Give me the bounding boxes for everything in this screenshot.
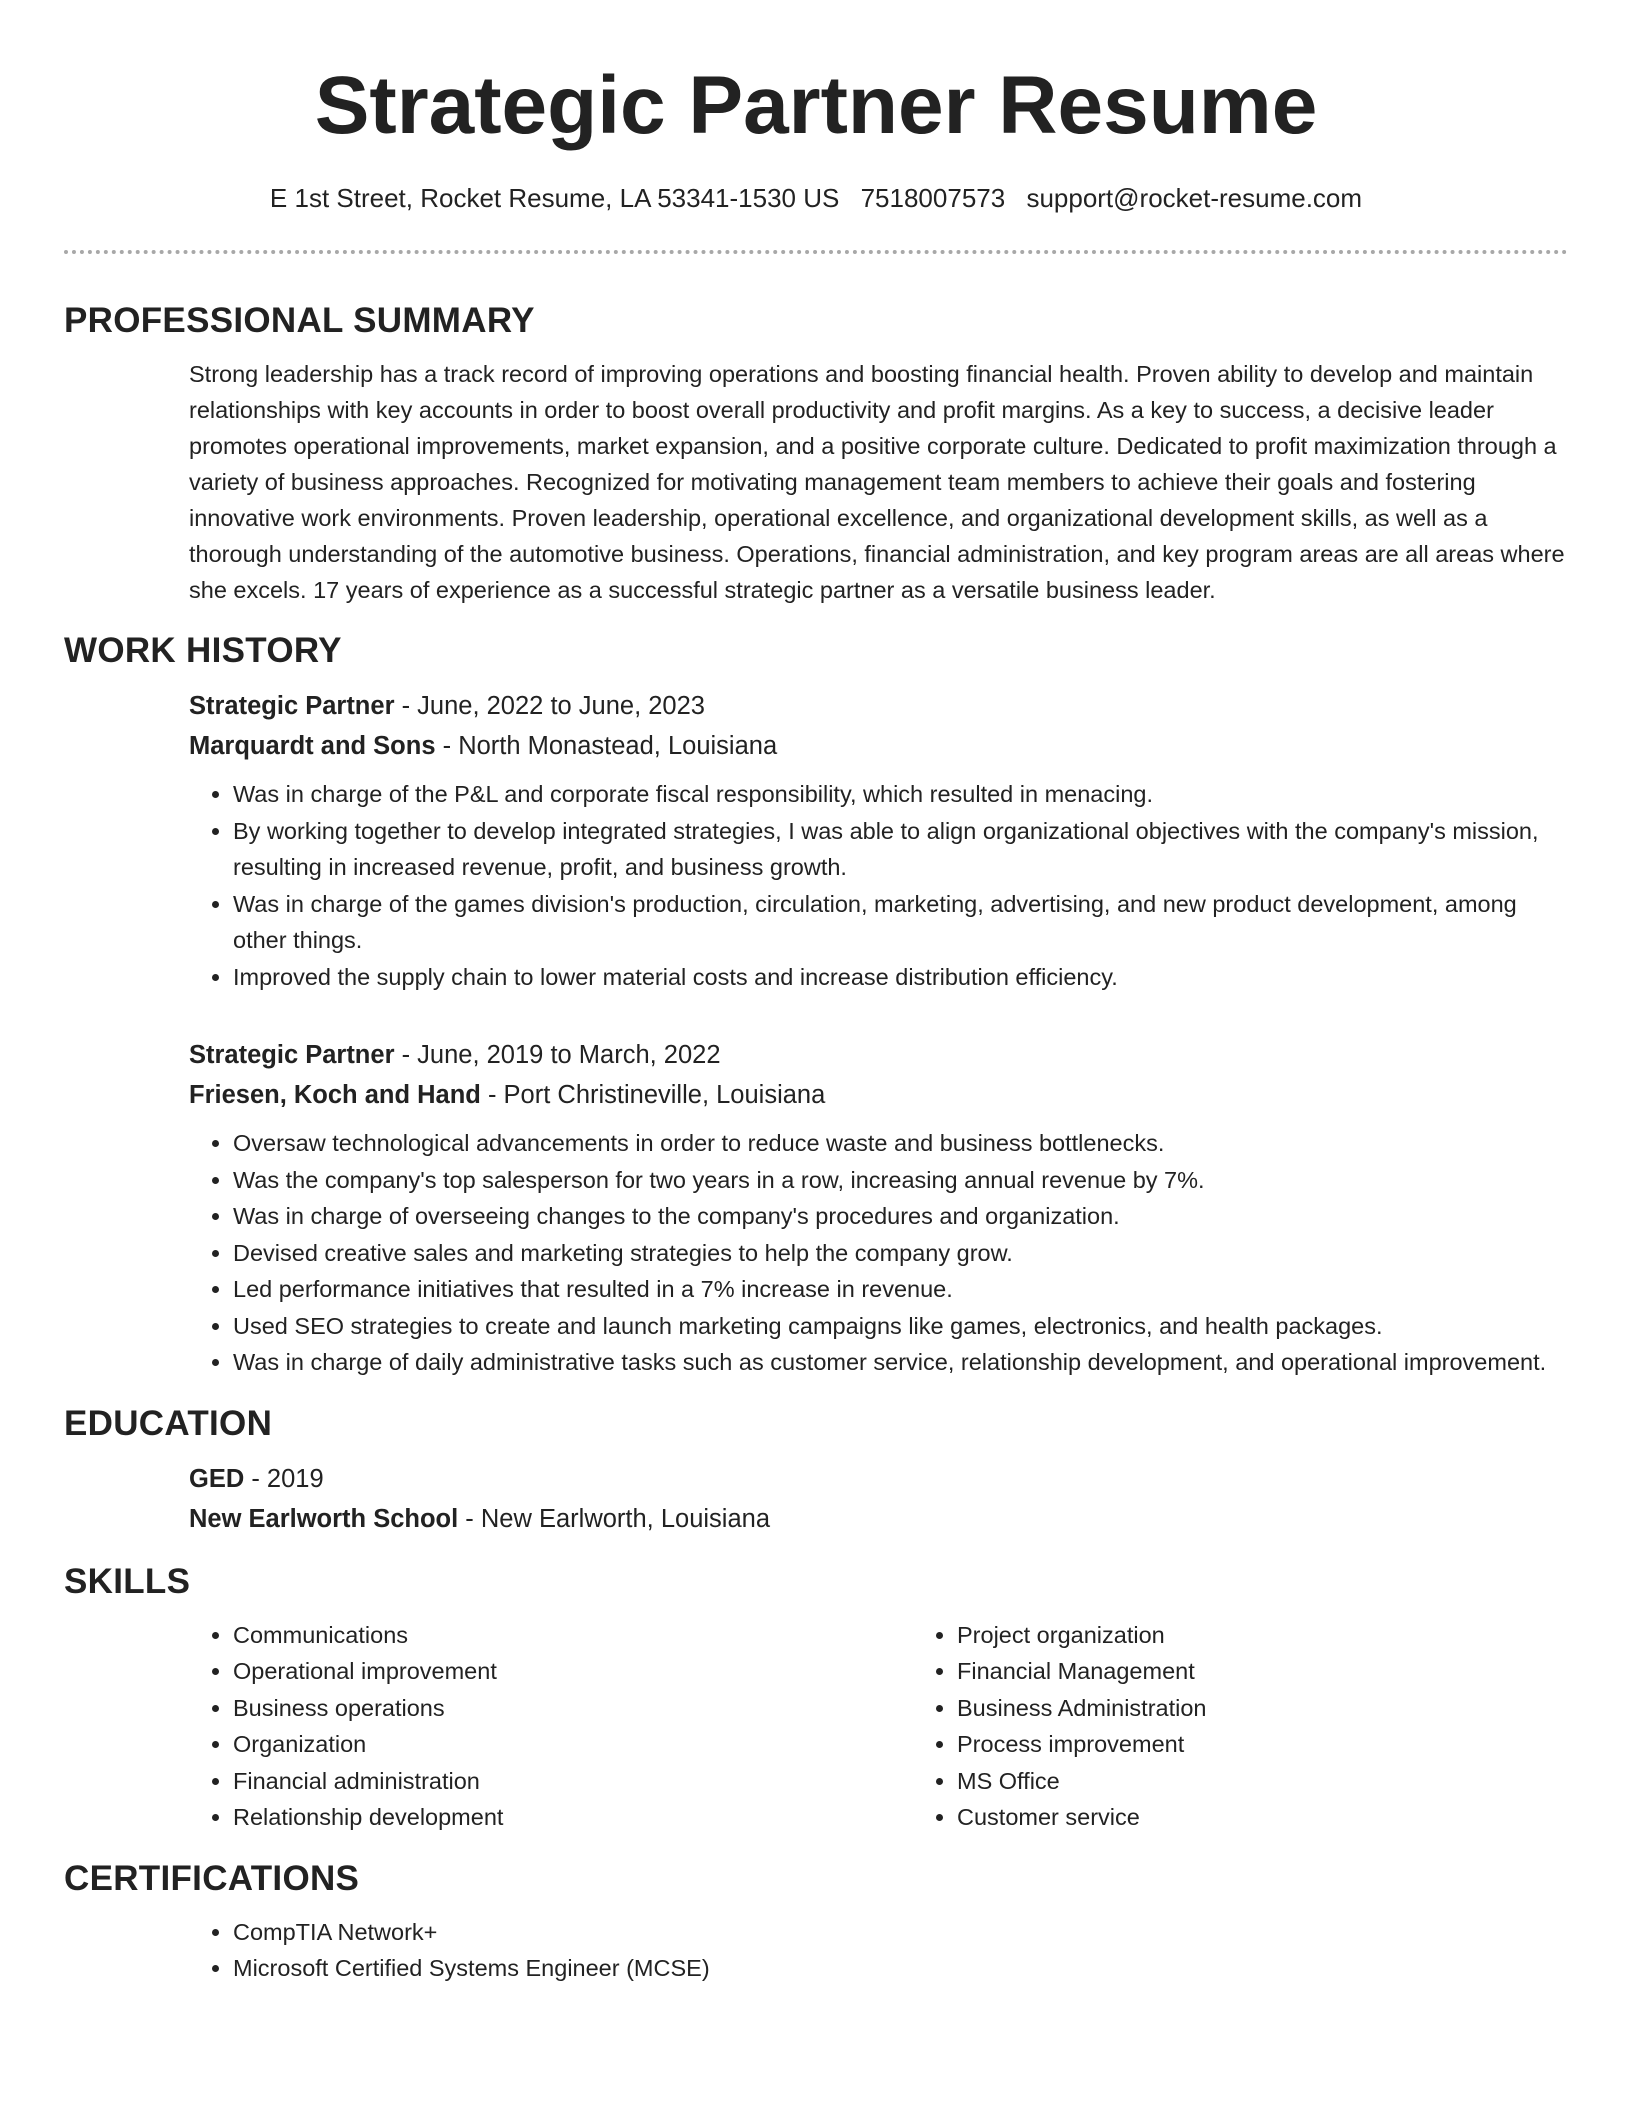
job-bullets	[189, 1125, 1568, 1381]
job-company-line	[189, 1075, 1568, 1115]
header-divider	[64, 250, 1568, 254]
list-item: • Was the company's top salesperson for two years in a row, increasing annual revenue by 7%.	[233, 1162, 1568, 1199]
certifications-section	[64, 1854, 1568, 1987]
list-item: • Microsoft Certified Systems Engineer (MCSE)	[233, 1950, 1568, 1987]
education-school: New Earlworth School	[189, 1504, 459, 1533]
list-item: • Used SEO strategies to create and launch marketing campaigns like games, electronics, and health packages.	[233, 1308, 1568, 1345]
summary-heading: PROFESSIONAL SUMMARY	[64, 301, 535, 340]
summary-text: Strong leadership has a track record of improving operations and boosting financial health. Proven ability to develop and maintain relationships with key accounts in order to boost overall productivity and profit margins. As a key to success, a decisive leader promotes operational improvements, market expansion, and a positive corporate culture. Dedicated to profit maximization through a variety of business approaches. Recognized for motivating management team members to achieve their goals and fostering innovative work environments. Proven leadership, operational excellence, and organizational development skills, as well as a thorough understanding of the automotive business. Operations, financial administration, and key program areas are all areas where she excels. 17 years of experience as a successful strategic partner as a versatile business leader.	[189, 361, 1565, 603]
education-heading: EDUCATION	[64, 1403, 273, 1443]
education-degree-line	[189, 1459, 1568, 1499]
job-entry	[189, 686, 1568, 995]
job-location: - North Monastead, Louisiana	[435, 732, 778, 760]
job-entry	[189, 1035, 1568, 1381]
certifications-heading: CERTIFICATIONS	[64, 1858, 360, 1898]
education-section	[64, 1399, 1568, 1539]
skills-columns	[189, 1617, 1568, 1836]
list-item: • Customer service	[957, 1799, 1632, 1836]
job-company-line	[189, 726, 1568, 766]
list-item: • Process improvement	[957, 1726, 1632, 1763]
list-item: • Oversaw technological advancements in order to reduce waste and business bottlenecks.	[233, 1125, 1568, 1162]
list-item: • Was in charge of the P&L and corporate fiscal responsibility, which resulted in menacing.	[233, 776, 1568, 813]
job-company: Friesen, Koch and Hand	[189, 1081, 481, 1109]
job-role: Strategic Partner	[189, 692, 395, 720]
list-item: • Communications	[233, 1617, 913, 1654]
education-school-line	[189, 1499, 1568, 1539]
job-dates: - June, 2019 to March, 2022	[394, 1041, 721, 1069]
phone: 7518007573	[860, 183, 1006, 213]
education-degree: GED	[189, 1464, 245, 1493]
work-heading: WORK HISTORY	[64, 631, 342, 670]
summary-section	[64, 296, 1568, 608]
job-role: Strategic Partner	[189, 1041, 395, 1069]
resume-content	[64, 296, 1568, 1987]
list-item: • Relationship development	[233, 1799, 913, 1836]
education-year: - 2019	[244, 1464, 324, 1493]
job-location: - Port Christineville, Louisiana	[480, 1081, 826, 1109]
skills-heading: SKILLS	[64, 1561, 191, 1601]
list-item: • Devised creative sales and marketing strategies to help the company grow.	[233, 1235, 1568, 1272]
job-company: Marquardt and Sons	[189, 732, 436, 760]
list-item: • CompTIA Network+	[233, 1914, 1568, 1951]
resume-title: Strategic Partner Resume	[314, 60, 1318, 151]
job-role-line	[189, 1035, 1568, 1075]
list-item: • MS Office	[957, 1763, 1632, 1800]
job-role-line	[189, 686, 1568, 726]
list-item: • Was in charge of daily administrative tasks such as customer service, relationship development, and operational improvement.	[233, 1344, 1568, 1381]
email: support@rocket-resume.com	[1026, 183, 1363, 213]
work-section	[64, 626, 1568, 1381]
list-item: • Financial Management	[957, 1653, 1632, 1690]
skills-left-list	[189, 1617, 913, 1836]
education-location: - New Earlworth, Louisiana	[458, 1504, 771, 1533]
job-bullets	[189, 776, 1568, 995]
job-dates: - June, 2022 to June, 2023	[394, 692, 705, 720]
list-item: • Organization	[233, 1726, 913, 1763]
list-item: • Improved the supply chain to lower material costs and increase distribution efficiency.	[233, 959, 1568, 996]
list-item: • Was in charge of overseeing changes to the company's procedures and organization.	[233, 1198, 1568, 1235]
address: E 1st Street, Rocket Resume, LA 53341-1530 US	[269, 183, 840, 213]
list-item: • Project organization	[957, 1617, 1632, 1654]
list-item: • Led performance initiatives that resulted in a 7% increase in revenue.	[233, 1271, 1568, 1308]
list-item: • Business Administration	[957, 1690, 1632, 1727]
skills-section	[64, 1557, 1568, 1836]
certifications-list	[189, 1914, 1568, 1987]
list-item: • Operational improvement	[233, 1653, 913, 1690]
list-item: • Was in charge of the games division's production, circulation, marketing, advertising, and new product development, among other things.	[233, 886, 1568, 959]
contact-info	[0, 180, 1632, 216]
list-item: • By working together to develop integrated strategies, I was able to align organizational objectives with the company's mission, resulting in increased revenue, profit, and business growth.	[233, 813, 1568, 886]
list-item: • Financial administration	[233, 1763, 913, 1800]
skills-right-list	[913, 1617, 1632, 1836]
list-item: • Business operations	[233, 1690, 913, 1727]
